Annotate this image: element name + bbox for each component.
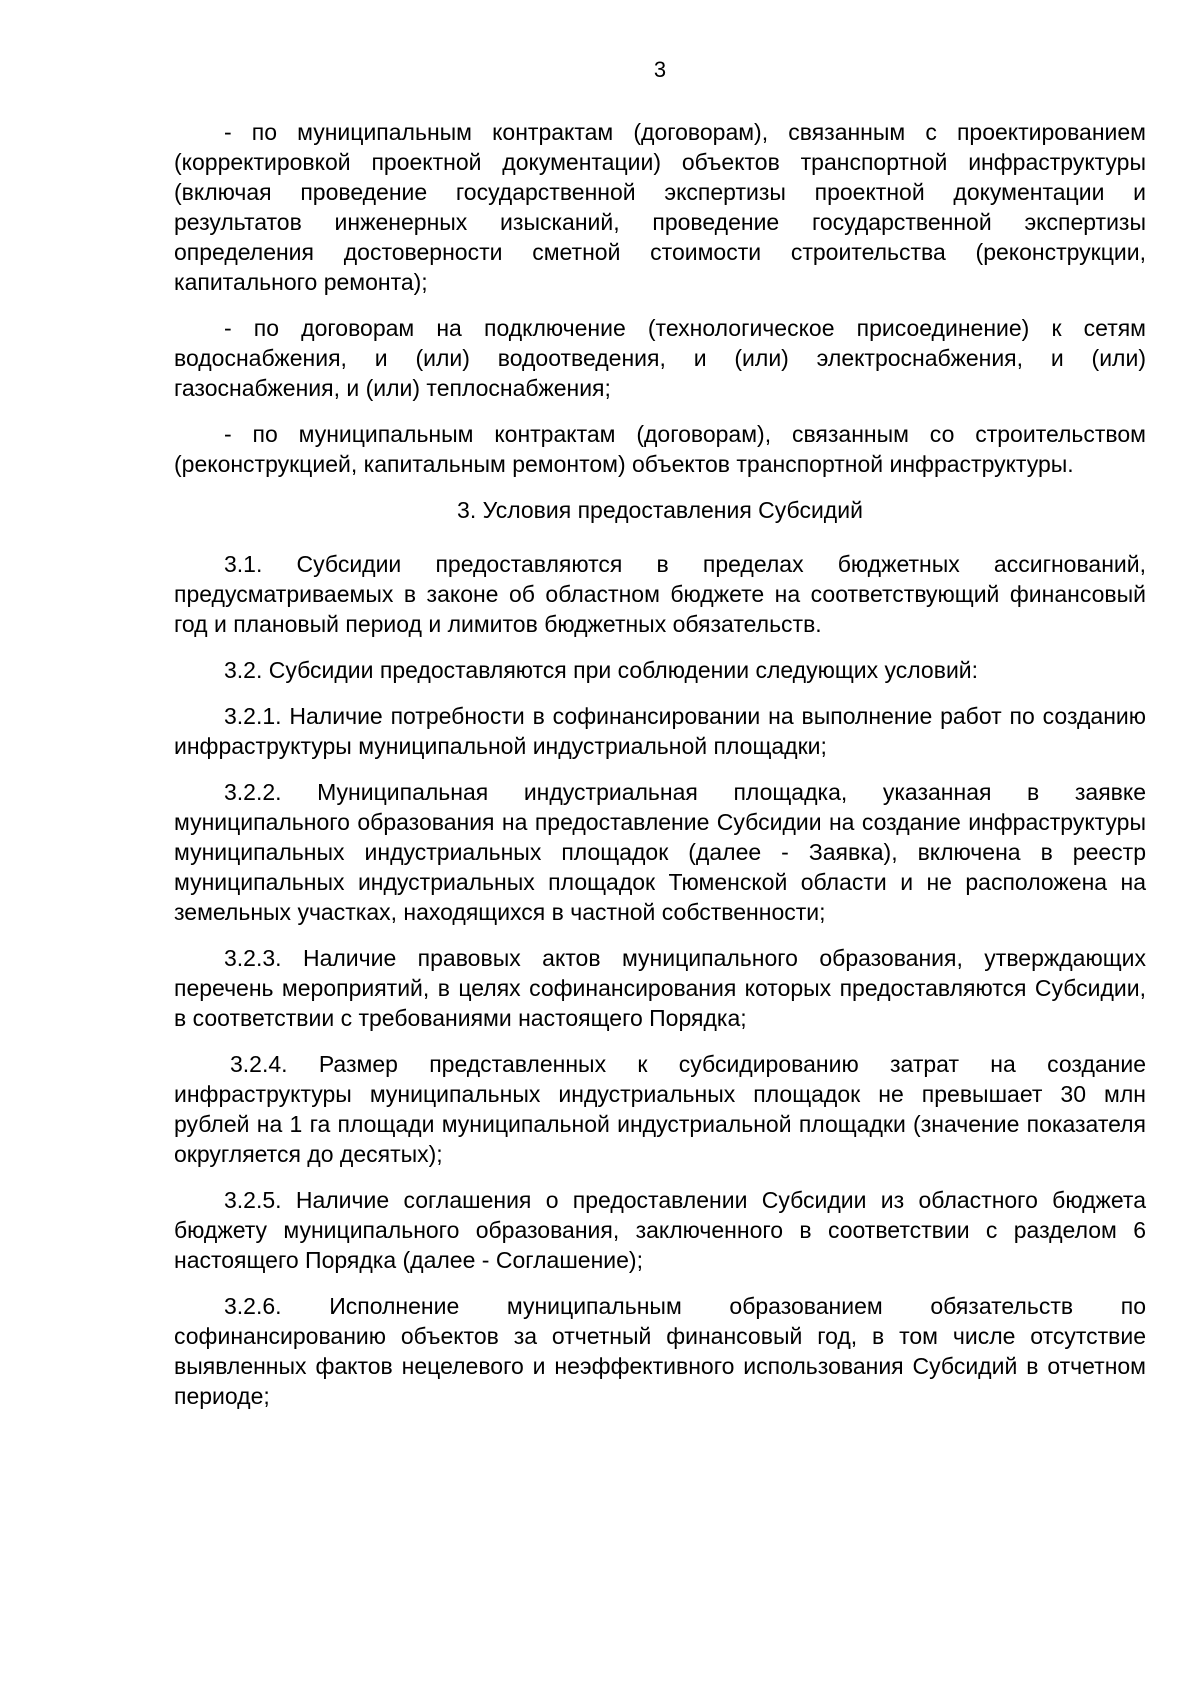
paragraph: 3.2. Субсидии предоставляются при соблюдении следующих условий: bbox=[224, 657, 979, 683]
paragraph: 3.2.2. Муниципальная индустриальная площадка, указанная в заявке муниципального образования на предоставление Субсидии на создание инфраструктуры муниципальных индустриальных площадок (далее - Заявка), включена в реестр муниципальных индустриальных площадок Тюменской области и не расположена на земельных участках, находящихся в частной собственности; bbox=[174, 779, 1146, 925]
paragraph: 3.1. Субсидии предоставляются в пределах бюджетных ассигнований, предусматриваемых в законе об областном бюджете на соответствующий финансовый год и плановый период и лимитов бюджетных обязательств. bbox=[174, 551, 1146, 637]
paragraph: 3.2.4. Размер представленных к субсидированию затрат на создание инфраструктуры муниципальных индустриальных площадок не превышает 30 млн рублей на 1 га площади муниципальной индустриальной площадки (значение показателя округляется до десятых); bbox=[174, 1051, 1146, 1167]
paragraph: - по муниципальным контрактам (договорам), связанным со строительством (реконструкцией, капитальным ремонтом) объектов транспортной инфраструктуры. bbox=[174, 421, 1146, 477]
paragraph: 3.2.5. Наличие соглашения о предоставлении Субсидии из областного бюджета бюджету муниципального образования, заключенного в соответствии с разделом 6 настоящего Порядка (далее - Соглашение); bbox=[174, 1187, 1146, 1273]
paragraph: 3.2.3. Наличие правовых актов муниципального образования, утверждающих перечень мероприятий, в целях софинансирования которых предоставляются Субсидии, в соответствии с требованиями настоящего Порядка; bbox=[174, 945, 1146, 1031]
paragraph: - по договорам на подключение (технологическое присоединение) к сетям водоснабжения, и (или) водоотведения, и (или) электроснабжения, и (или) газоснабжения, и (или) теплоснабжения; bbox=[174, 315, 1146, 401]
paragraph: - по муниципальным контрактам (договорам), связанным с проектированием (корректировкой проектной документации) объектов транспортной инфраструктуры (включая проведение государственной экспертизы проектной документации и результатов инженерных изысканий, проведение государственной экспертизы определения достоверности сметной стоимости строительства (реконструкции, капитального ремонта); bbox=[174, 119, 1146, 295]
document-body bbox=[174, 117, 1146, 1427]
paragraph: 3.2.6. Исполнение муниципальным образованием обязательств по софинансированию объектов за отчетный финансовый год, в том числе отсутствие выявленных фактов нецелевого и неэффективного использования Субсидий в отчетном периоде; bbox=[174, 1293, 1146, 1409]
section-heading: 3. Условия предоставления Субсидий bbox=[457, 497, 863, 523]
page-number: 3 bbox=[653, 57, 667, 82]
paragraph: 3.2.1. Наличие потребности в софинансировании на выполнение работ по созданию инфраструктуры муниципальной индустриальной площадки; bbox=[174, 703, 1146, 759]
